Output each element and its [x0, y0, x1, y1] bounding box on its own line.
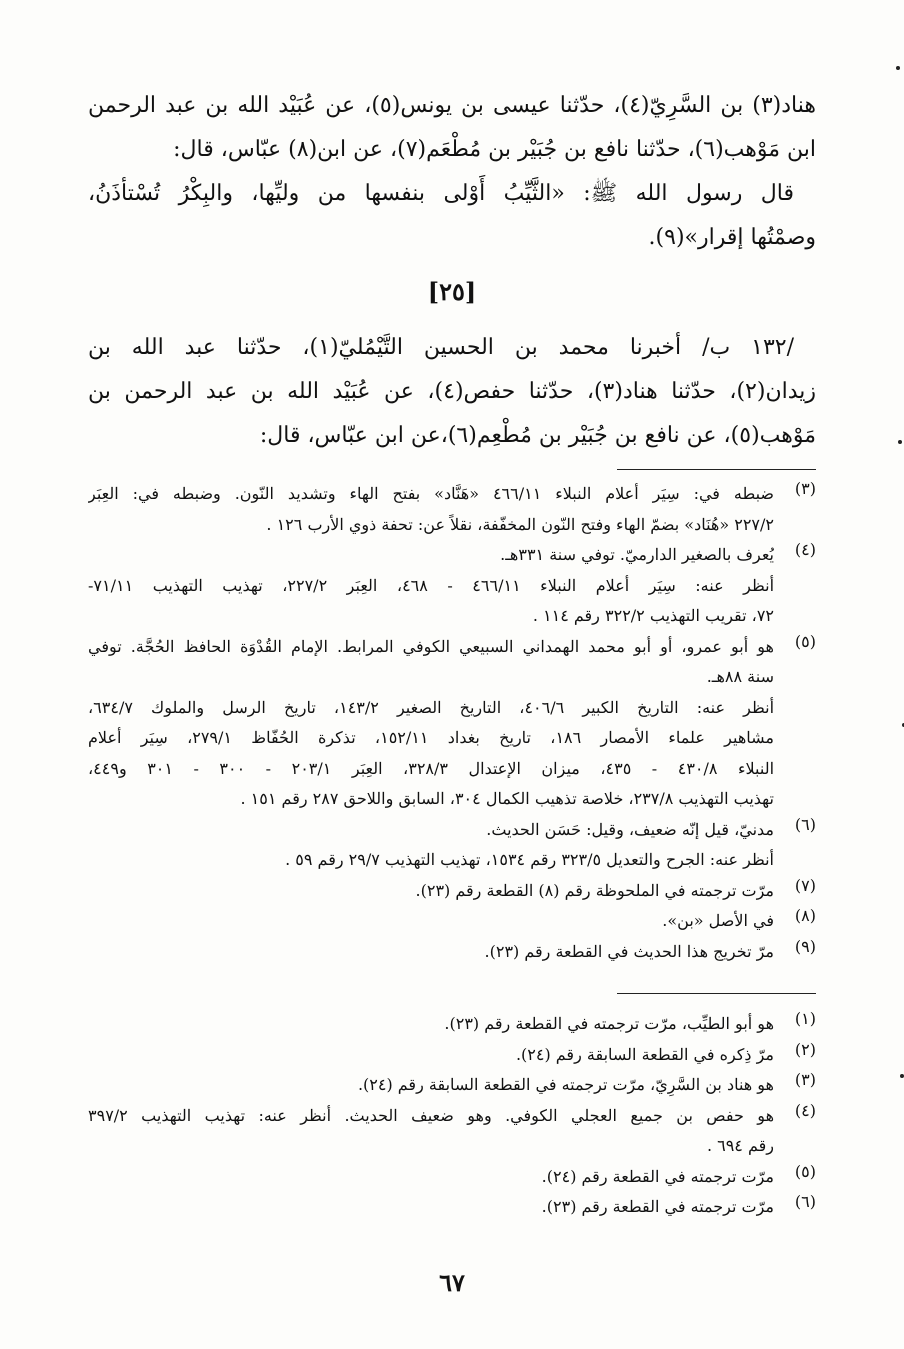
footnote-body [88, 1009, 774, 1040]
footnote-line: سنة ٨٨هـ. [706, 667, 774, 686]
footnote-line: أنظر عنه: الجرح والتعديل ٣٢٣/٥ رقم ١٥٣٤، تهذيب التهذيب ٢٩/٧ رقم ٥٩ . [285, 850, 774, 869]
footnote-separator [617, 993, 816, 994]
main-text-upper [88, 84, 816, 260]
margin-mark [900, 1074, 904, 1078]
footnote [88, 1162, 816, 1193]
footnote-line: ٢٢٧/٢ «هُنَاد» بضمّ الهاء وفتح النّون المخفّفة، نقلاً عن: تحفة ذوي الأرب ١٢٦ . [266, 514, 774, 534]
footnote-number: (٥) [794, 631, 816, 651]
footnote-body [88, 845, 774, 876]
text-line: زيدان(٢)، حدّثنا هناد(٣)، حدّثنا حفص(٤)، عن عُبَيْد الله بن عبد الرحمن بن [88, 379, 816, 404]
footnote [88, 479, 816, 540]
footnote-number: (٤) [794, 540, 816, 559]
footnote-body [88, 1040, 774, 1071]
footnote-number: (٣) [794, 1070, 816, 1089]
footnote [88, 1040, 816, 1071]
footnote-body [88, 937, 774, 968]
footnote-body [88, 540, 774, 571]
section-heading: [٢٥] [427, 277, 477, 306]
footnote-line: مدنيّ، قيل إنّه ضعيف، وقيل: حَسَن الحديث. [486, 819, 774, 839]
footnote-line: رقم ٦٩٤ . [706, 1136, 774, 1155]
footnote-line: في الأصل «بن». [662, 911, 774, 930]
margin-mark [896, 66, 900, 70]
footnote-body [88, 1162, 774, 1193]
footnote-line: هو حفص بن جميع العجلي الكوفي. وهو ضعيف الحديث. أنظر عنه: تهذيب التهذيب ٣٩٧/٢ [88, 1105, 774, 1125]
text-line: ابن مَوْهب(٦)، حدّثنا نافع بن جُبَيْر بن مُطْعَم(٧)، عن ابن(٨) عبّاس، قال: [173, 137, 816, 162]
footnote-body [88, 1101, 774, 1162]
text-line: قال رسول الله ﷺ: «الثَّيِّبُ أَوْلى بنفسها من وليِّها، والبِكْرُ تُسْتأذَنُ، [88, 181, 794, 206]
footnote-line: مرّ تخريج هذا الحديث في القطعة رقم (٢٣). [484, 941, 774, 961]
footnote-line: مرّت ترجمته في القطعة رقم (٢٤). [541, 1166, 774, 1186]
footnote [88, 1192, 816, 1223]
main-text-lower [88, 326, 816, 458]
footnote-number [774, 845, 816, 876]
footnote [88, 937, 816, 968]
footnote-body [88, 906, 774, 937]
footnote [88, 1070, 816, 1101]
footnote-line: هو أبو عمرو، أو أبو محمد الهمداني السبيعي الكوفي المرابط. الإمام القُدْوَة الحافظ الحُجَّة. توفي [88, 636, 774, 656]
footnote-number: (٧) [794, 875, 816, 895]
footnote [88, 693, 816, 815]
footnote [88, 632, 816, 693]
footnote-number [774, 571, 816, 632]
page-number: ٦٧ [439, 1268, 465, 1297]
footnote-number: (٥) [794, 1161, 816, 1181]
footnote-line: ٧٢، تقريب التهذيب ٣٢٢/٢ رقم ١١٤ . [532, 606, 774, 625]
text-line: هناد(٣) بن السَّرِيّ(٤)، حدّثنا عيسى بن يونس(٥)، عن عُبَيْد الله بن عبد الرحمن [88, 93, 816, 118]
footnote-line: أنظر عنه: التاريخ الكبير ٤٠٦/٦، التاريخ الصغير ١٤٣/٢، تاريخ الرسل والملوك ٦٣٤/٧، [88, 697, 774, 717]
footnote-line: تهذيب التهذيب ٢٣٧/٨، خلاصة تذهيب الكمال ٣٠٤، السابق واللاحق ٢٨٧ رقم ١٥١ . [240, 789, 774, 808]
footnote-body [88, 632, 774, 693]
margin-mark [898, 440, 902, 444]
text-line: وصمْتُها إقرار»(٩). [648, 225, 816, 250]
footnote-line: ضبطه في: سِيَر أعلام النبلاء ٤٦٦/١١ «هَنَّاد» بفتح الهاء وتشديد النّون. وضبطه في: العِبَر [88, 484, 774, 503]
footnote [88, 876, 816, 907]
footnote-separator [617, 469, 816, 470]
footnote-line: مرّ ذِكره في القطعة السابقة رقم (٢٤). [515, 1044, 774, 1064]
text-line: /١٣٢ ب/ أخبرنا محمد بن الحسين التَّيْمُليّ(١)، حدّثنا عبد الله بن [88, 335, 794, 360]
footnote-body [88, 571, 774, 632]
text-line: مَوْهب(٥)، عن نافع بن جُبَيْر بن مُطْعِم(٦)،عن ابن عبّاس، قال: [259, 423, 816, 448]
footnote-number: (٦) [794, 814, 816, 834]
footnote-line: مرّت ترجمته في القطعة رقم (٢٣). [541, 1197, 774, 1216]
footnote-number: (٨) [794, 906, 816, 925]
footnote-body [88, 815, 774, 846]
footnote-line: هو هناد بن السَّرِيّ، مرّت ترجمته في القطعة السابقة رقم (٢٤). [357, 1075, 774, 1094]
footnote [88, 1101, 816, 1162]
footnote [88, 540, 816, 571]
footnote-number: (٦) [794, 1192, 816, 1211]
footnote [88, 906, 816, 937]
footnote-number: (٣) [794, 479, 816, 498]
footnote-line: هو أبو الطيِّب، مرّت ترجمته في القطعة رقم (٢٣). [444, 1014, 774, 1033]
footnote-line: النبلاء ٤٣٠/٨ - ٤٣٥، ميزان الإعتدال ٣٢٨/٣، العِبَر ٢٠٣/١ - ٣٠٠ - ٣٠١ و٤٤٩، [88, 758, 774, 778]
footnote-line: مشاهير علماء الأمصار ١٨٦، تاريخ بغداد ١٥٢/١١، تذكرة الحُفّاظ ٢٧٩/١، سِيَر أعلام [88, 728, 774, 747]
footnote-number: (٤) [794, 1100, 816, 1120]
footnote-body [88, 876, 774, 907]
footnotes-upper [88, 479, 816, 967]
footnote [88, 815, 816, 846]
footnote-number: (٢) [794, 1039, 816, 1059]
footnote-number [774, 693, 816, 815]
footnote-body [88, 1192, 774, 1223]
footnote-body [88, 479, 774, 540]
footnote-body [88, 1070, 774, 1101]
footnote-line: أنظر عنه: سِيَر أعلام النبلاء ٤٦٦/١١ - ٤٦٨، العِبَر ٢٢٧/٢، تهذيب التهذيب ٧١/١١- [88, 575, 774, 595]
footnote-body [88, 693, 774, 815]
footnote [88, 845, 816, 876]
footnote-number: (٩) [794, 936, 816, 956]
footnote-line: مرّت ترجمته في الملحوظة رقم (٨) القطعة رقم (٢٣). [415, 880, 774, 900]
footnote [88, 571, 816, 632]
footnote [88, 1009, 816, 1040]
footnote-line: يُعرف بالصغير الدارميّ. توفي سنة ٣٣١هـ. [500, 545, 774, 564]
footnotes-lower [88, 1009, 816, 1223]
footnote-number: (١) [794, 1009, 816, 1028]
